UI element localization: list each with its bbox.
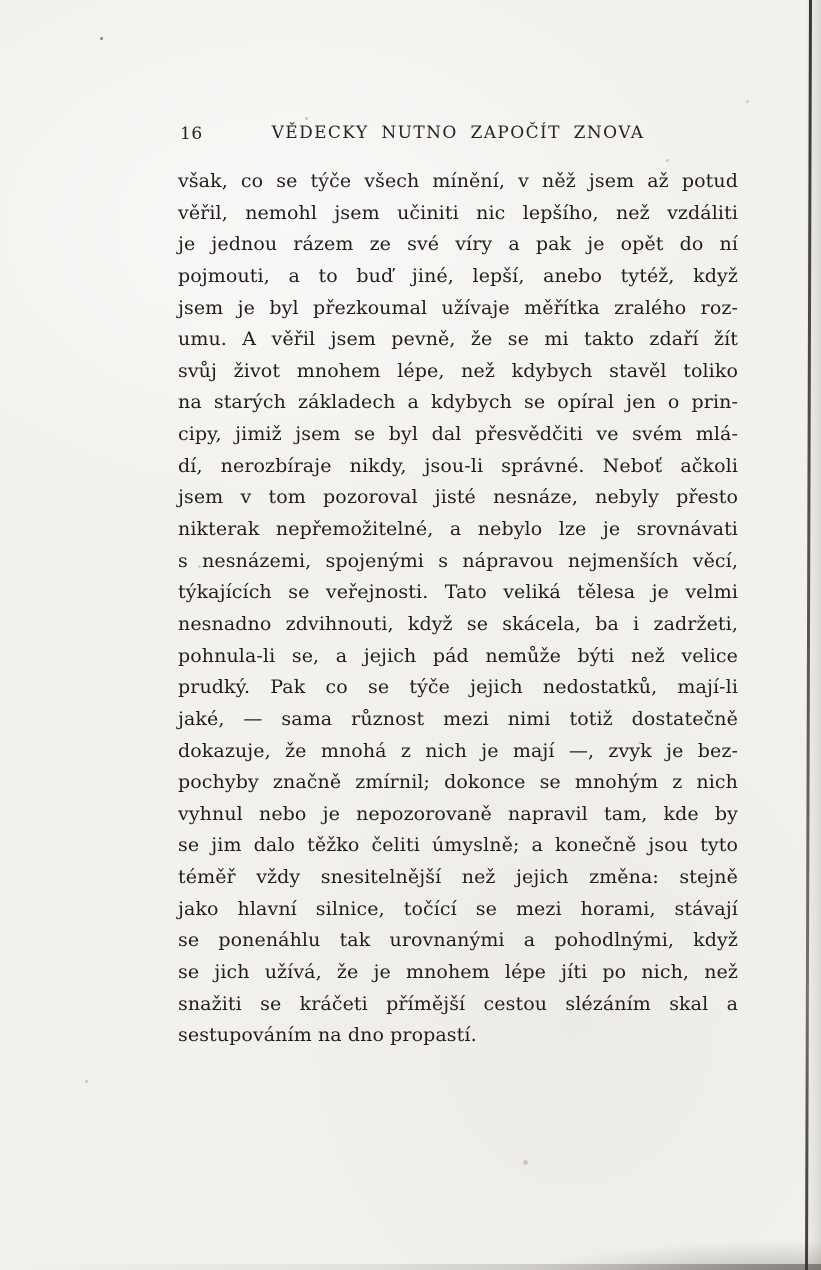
text-line: prudký. Pak co se týče jejich nedostatků, mají-li <box>178 676 738 699</box>
text-line: věřil, nemohl jsem učiniti nic lepšího, než vzdáliti <box>178 201 738 224</box>
text-line: cipy, jimiž jsem se byl dal přesvědčiti ve svém mlá- <box>178 423 738 446</box>
paper-speckles <box>100 37 103 40</box>
body-paragraph <box>178 166 738 1052</box>
text-line: snažiti se kráčeti přímější cestou slézáním skal a <box>178 992 738 1015</box>
running-title: VĚDECKY NUTNO ZAPOČÍT ZNOVA <box>271 123 645 143</box>
text-line: svůj život mnohem lépe, než kdybych stavěl toliko <box>178 359 738 382</box>
text-line: jako hlavní silnice, točící se mezi horami, stávají <box>178 897 738 920</box>
text-line: pojmouti, a to buď jiné, lepší, anebo tytéž, když <box>178 264 738 287</box>
text-line: dí, nerozbíraje nikdy, jsou-li správné. Neboť ačkoli <box>178 454 738 477</box>
text-line: jsem je byl přezkoumal užívaje měřítka zralého roz- <box>178 296 738 319</box>
text-line: vyhnul nebo je nepozorovaně napravil tam, kde by <box>178 802 738 825</box>
text-line: dokazuje, že mnohá z nich je mají —, zvyk je bez- <box>178 739 738 762</box>
text-line: se jim dalo těžko čeliti úmyslně; a konečně jsou tyto <box>178 834 738 857</box>
text-line: nikterak nepřemožitelné, a nebylo lze je srovnávati <box>178 518 738 541</box>
text-line: se ponenáhlu tak urovnanými a pohodlnými, když <box>178 929 738 952</box>
text-line: sestupováním na dno propastí. <box>178 1024 477 1047</box>
text-line: týkajících se veřejnosti. Tato veliká tělesa je velmi <box>178 581 738 604</box>
text-line: je jednou rázem ze své víry a pak je opět do ní <box>178 233 738 256</box>
text-line: nesnadno zdvihnouti, když se skácela, ba i zadržeti, <box>178 612 738 635</box>
running-head <box>178 121 738 147</box>
text-line: jaké, — sama různost mezi nimi totiž dostatečně <box>178 707 738 730</box>
text-line: však, co se týče všech mínění, v něž jsem až potud <box>178 170 738 192</box>
corner-shadow <box>521 1240 821 1270</box>
text-line: pochyby značně zmírnil; dokonce se mnohým z nich <box>178 771 738 794</box>
page-number: 16 <box>180 124 203 144</box>
text-line: umu. A věřil jsem pevně, že se mi takto zdaří žít <box>178 328 738 351</box>
text-line: s nesnázemi, spojenými s nápravou nejmenších věcí, <box>178 549 738 572</box>
text-line: pohnula-li se, a jejich pád nemůže býti než velice <box>178 644 738 667</box>
text-line: téměř vždy snesitelnější než jejich změna: stejně <box>178 866 738 889</box>
text-line: jsem v tom pozoroval jisté nesnáze, nebyly přesto <box>178 486 738 509</box>
text-line: se jich užívá, že je mnohem lépe jíti po nich, než <box>178 961 738 984</box>
text-line: na starých základech a kdybych se opíral jen o prin- <box>178 391 738 414</box>
